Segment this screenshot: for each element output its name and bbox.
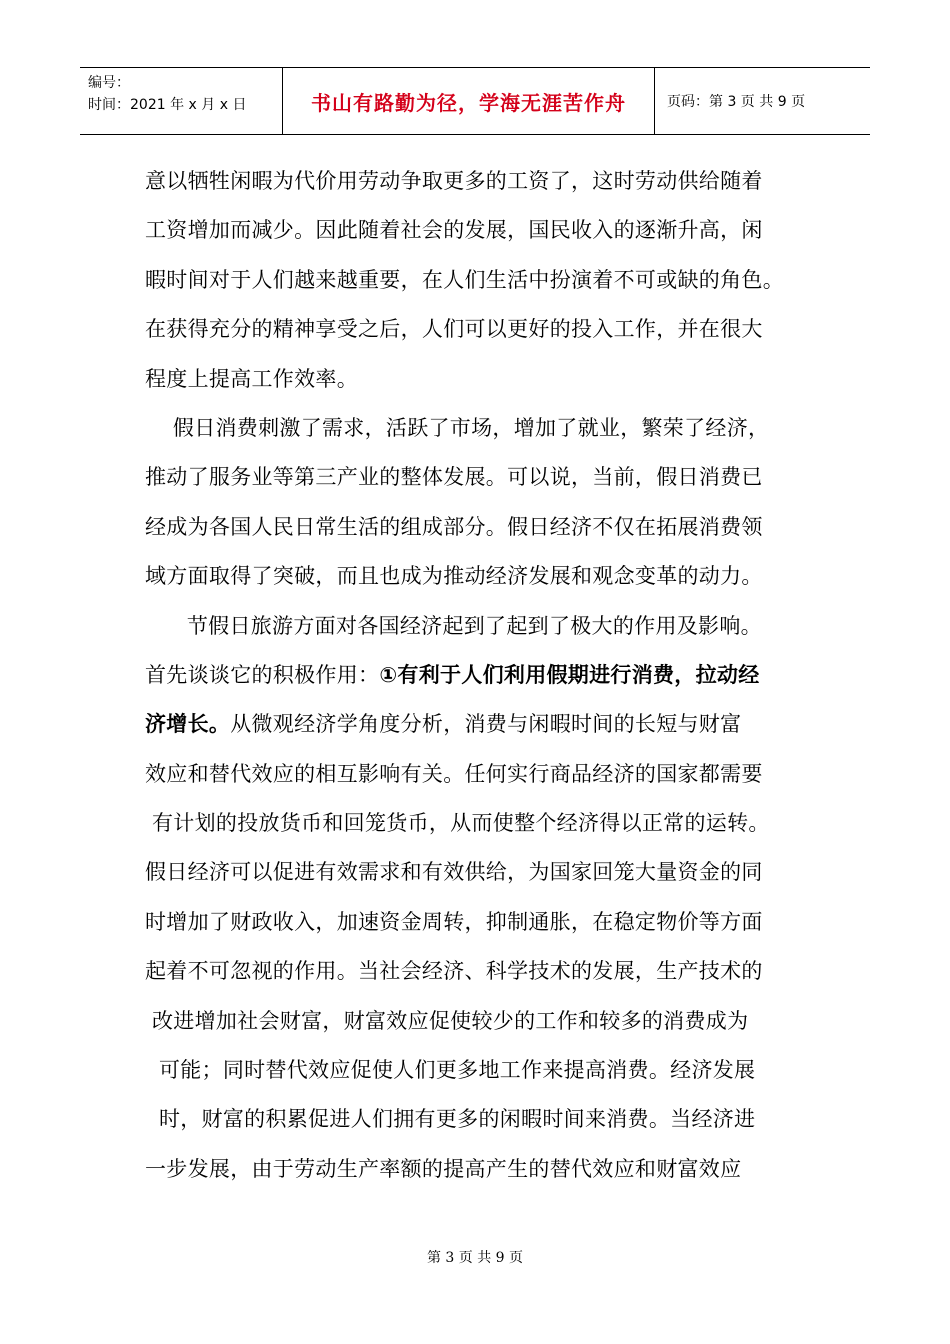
text-line: 假日经济可以促进有效需求和有效供给，为国家回笼大量资金的同: [145, 860, 763, 885]
page-footer: 第 3 页 共 9 页: [426, 1250, 524, 1266]
text-line: 程度上提高工作效率。: [145, 366, 358, 391]
text-line: 改进增加社会财富，财富效应促使较少的工作和较多的消费成为: [145, 1008, 749, 1033]
text-line: 一步发展，由于劳动生产率额的提高产生的替代效应和财富效应: [145, 1156, 742, 1181]
text-bold-run: 济增长。: [145, 712, 231, 737]
text-line: 时增加了财政收入，加速资金周转，抑制通胀，在稳定物价等方面: [145, 909, 763, 934]
text-bold-run: ①有利于人们利用假期进行消费，拉动经: [379, 662, 760, 687]
date-label: 时间：2021 年 x 月 x 日: [88, 97, 247, 113]
body-text: [145, 157, 815, 1194]
text-line: 假日消费刺激了需求，活跃了市场，增加了就业，繁荣了经济，: [145, 415, 770, 440]
text-line: 时，财富的积累促进人们拥有更多的闲暇时间来消费。当经济进: [145, 1107, 756, 1132]
text-line: 域方面取得了突破，而且也成为推动经济发展和观念变革的动力。: [145, 564, 763, 589]
text-line: 节假日旅游方面对各国经济起到了起到了极大的作用及影响。: [145, 613, 762, 638]
text-line: 在获得充分的精神享受之后，人们可以更好的投入工作，并在很大: [145, 317, 763, 342]
text-line-mixed: [145, 700, 815, 749]
text-line: 暇时间对于人们越来越重要，在人们生活中扮演着不可或缺的角色。: [145, 267, 784, 292]
header-page-info: 页码：第 3 页 共 9 页: [667, 94, 806, 110]
header-meta-cell: [80, 68, 283, 134]
text-line: 工资增加而减少。因此随着社会的发展，国民收入的逐渐升高，闲: [145, 218, 763, 243]
number-label: 编号：: [88, 75, 130, 91]
text-line: 起着不可忽视的作用。当社会经济、科学技术的发展，生产技术的: [145, 959, 763, 984]
text-line: 推动了服务业等第三产业的整体发展。可以说，当前，假日消费已: [145, 465, 763, 490]
header-motto: 书山有路勤为径，学海无涯苦作舟: [283, 68, 655, 134]
text-line-mixed: [145, 651, 815, 700]
document-header: [80, 67, 870, 135]
text-line: 效应和替代效应的相互影响有关。任何实行商品经济的国家都需要: [145, 761, 763, 786]
text-normal-run: 首先谈谈它的积极作用：: [145, 662, 380, 687]
text-line: 有计划的投放货币和回笼货币，从而使整个经济得以正常的运转。: [145, 811, 770, 836]
text-line: 可能；同时替代效应促使人们更多地工作来提高消费。经济发展: [145, 1058, 756, 1083]
text-normal-run: 从微观经济学角度分析，消费与闲暇时间的长短与财富: [230, 712, 742, 737]
text-line: 意以牺牲闲暇为代价用劳动争取更多的工资了，这时劳动供给随着: [145, 169, 763, 193]
text-line: 经成为各国人民日常生活的组成部分。假日经济不仅在拓展消费领: [145, 514, 763, 539]
